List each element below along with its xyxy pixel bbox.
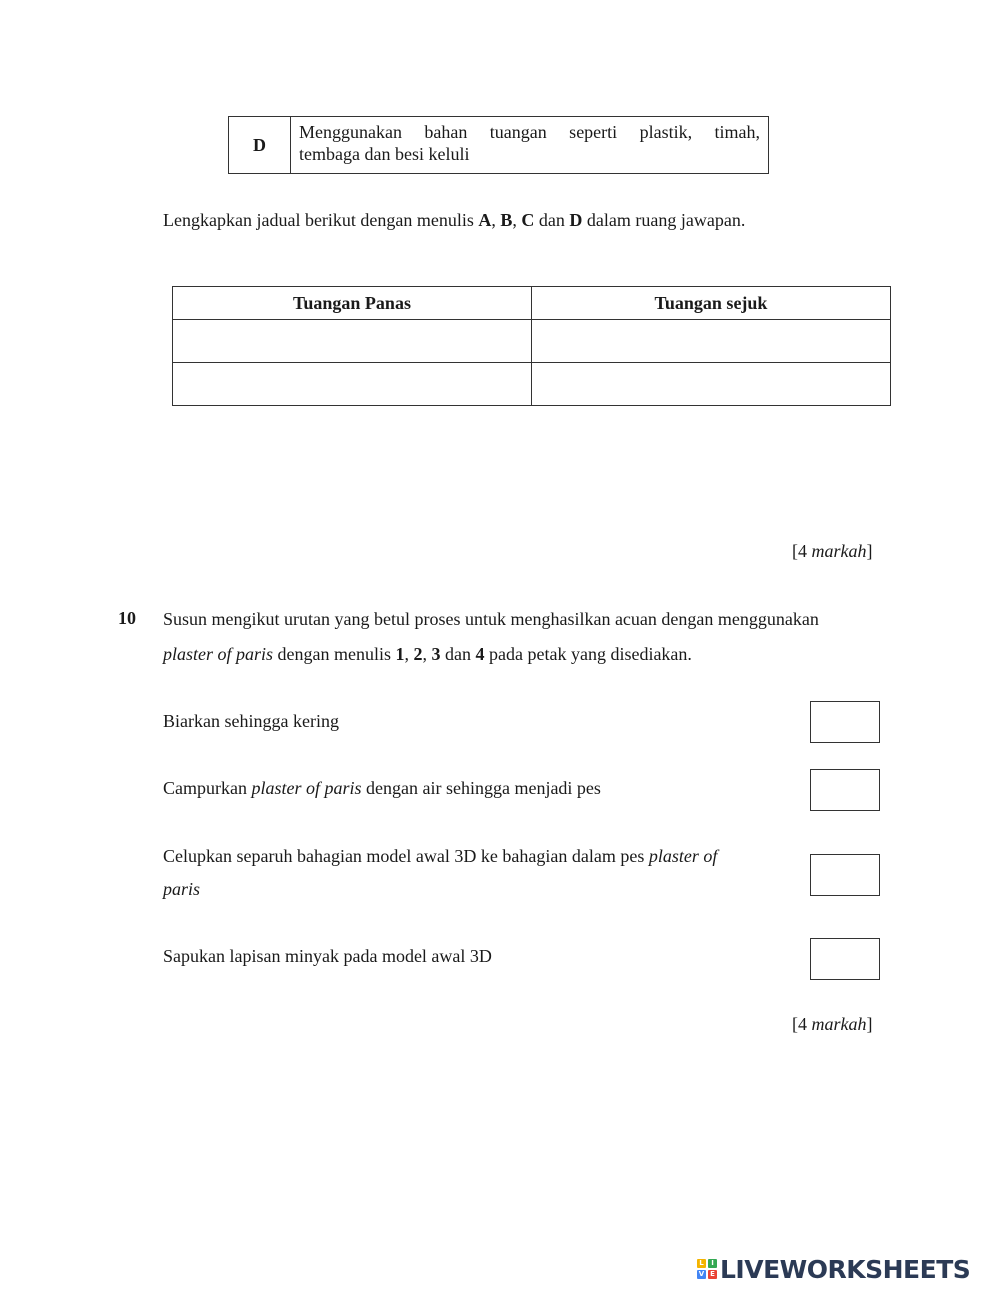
logo-block: V — [698, 1270, 705, 1278]
instruction-post: dalam ruang jawapan. — [582, 210, 746, 230]
answer-cell-sejuk-2[interactable] — [532, 363, 891, 406]
step-item-2 — [163, 772, 601, 805]
option-description — [291, 117, 768, 173]
answer-cell-panas-2[interactable] — [173, 363, 532, 406]
question-number: 10 — [118, 608, 136, 628]
step-answer-box-3[interactable] — [810, 854, 880, 896]
step-answer-box-1[interactable] — [810, 701, 880, 743]
step-item-3 — [163, 840, 717, 906]
instruction-and: dan — [534, 210, 570, 230]
question-mid: dengan menulis — [273, 644, 396, 664]
question-sep: , — [422, 644, 432, 664]
step-text: Campurkan — [163, 778, 252, 798]
header-tuangan-panas: Tuangan Panas — [173, 287, 532, 320]
logo-block: E — [708, 1270, 717, 1279]
step-item-4 — [163, 940, 492, 973]
marks-word: markah — [811, 1014, 867, 1034]
instruction-letter-c: C — [521, 210, 535, 230]
marks-close: ] — [866, 541, 873, 561]
step-text: Biarkan sehingga kering — [163, 711, 339, 731]
marks-close: ] — [866, 1014, 873, 1034]
instruction-sep: , — [512, 210, 522, 230]
logo-block: I — [708, 1259, 717, 1268]
question-end: pada petak yang disediakan. — [484, 644, 692, 664]
marks-label — [792, 1014, 873, 1035]
question-num-1: 1 — [395, 644, 405, 664]
step-text: Celupkan separuh bahagian model awal 3D ke bahagian dalam pes — [163, 846, 649, 866]
marks-open: [4 — [792, 1014, 812, 1034]
instruction-sep: , — [491, 210, 501, 230]
question-num-3: 3 — [431, 644, 441, 664]
header-tuangan-sejuk: Tuangan sejuk — [532, 287, 891, 320]
question-italic-term: plaster of paris — [163, 644, 274, 664]
step-answer-box-2[interactable] — [810, 769, 880, 811]
option-table-row-d — [228, 116, 769, 174]
marks-open: [4 — [792, 541, 812, 561]
question-and: dan — [440, 644, 476, 664]
answer-cell-sejuk-1[interactable] — [532, 320, 891, 363]
liveworksheets-logo — [697, 1254, 970, 1284]
marks-label — [792, 541, 873, 562]
option-description-line2: tembaga dan besi keluli — [299, 144, 470, 164]
marks-word: markah — [811, 541, 867, 561]
instruction-letter-b: B — [500, 210, 513, 230]
question-text-line2 — [163, 643, 692, 665]
question-text-line1: Susun mengikut urutan yang betul proses untuk menghasilkan acuan dengan menggunakan — [163, 609, 819, 629]
question-num-2: 2 — [413, 644, 423, 664]
answer-cell-panas-1[interactable] — [173, 320, 532, 363]
question-num-4: 4 — [475, 644, 485, 664]
instruction-pre: Lengkapkan jadual berikut dengan menulis — [163, 210, 479, 230]
step-answer-box-4[interactable] — [810, 938, 880, 980]
step-italic: plaster of — [648, 846, 718, 866]
logo-text: LIVEWORKSHEETS — [720, 1254, 971, 1284]
step-text: Sapukan lapisan minyak pada model awal 3D — [163, 946, 492, 966]
step-italic: plaster of paris — [251, 778, 362, 798]
instruction-letter-a: A — [478, 210, 492, 230]
instruction-text — [163, 209, 745, 231]
step-text-end: dengan air sehingga menjadi pes — [361, 778, 601, 798]
question-sep: , — [404, 644, 414, 664]
logo-block: L — [697, 1259, 706, 1268]
logo-blocks-icon — [697, 1259, 717, 1279]
option-description-line1: Menggunakan bahan tuangan seperti plastik, timah, — [299, 122, 760, 142]
step-item-1 — [163, 705, 339, 738]
answer-table — [172, 286, 891, 406]
instruction-letter-d: D — [569, 210, 583, 230]
step-italic-line2: paris — [163, 879, 201, 899]
option-letter: D — [229, 117, 291, 173]
